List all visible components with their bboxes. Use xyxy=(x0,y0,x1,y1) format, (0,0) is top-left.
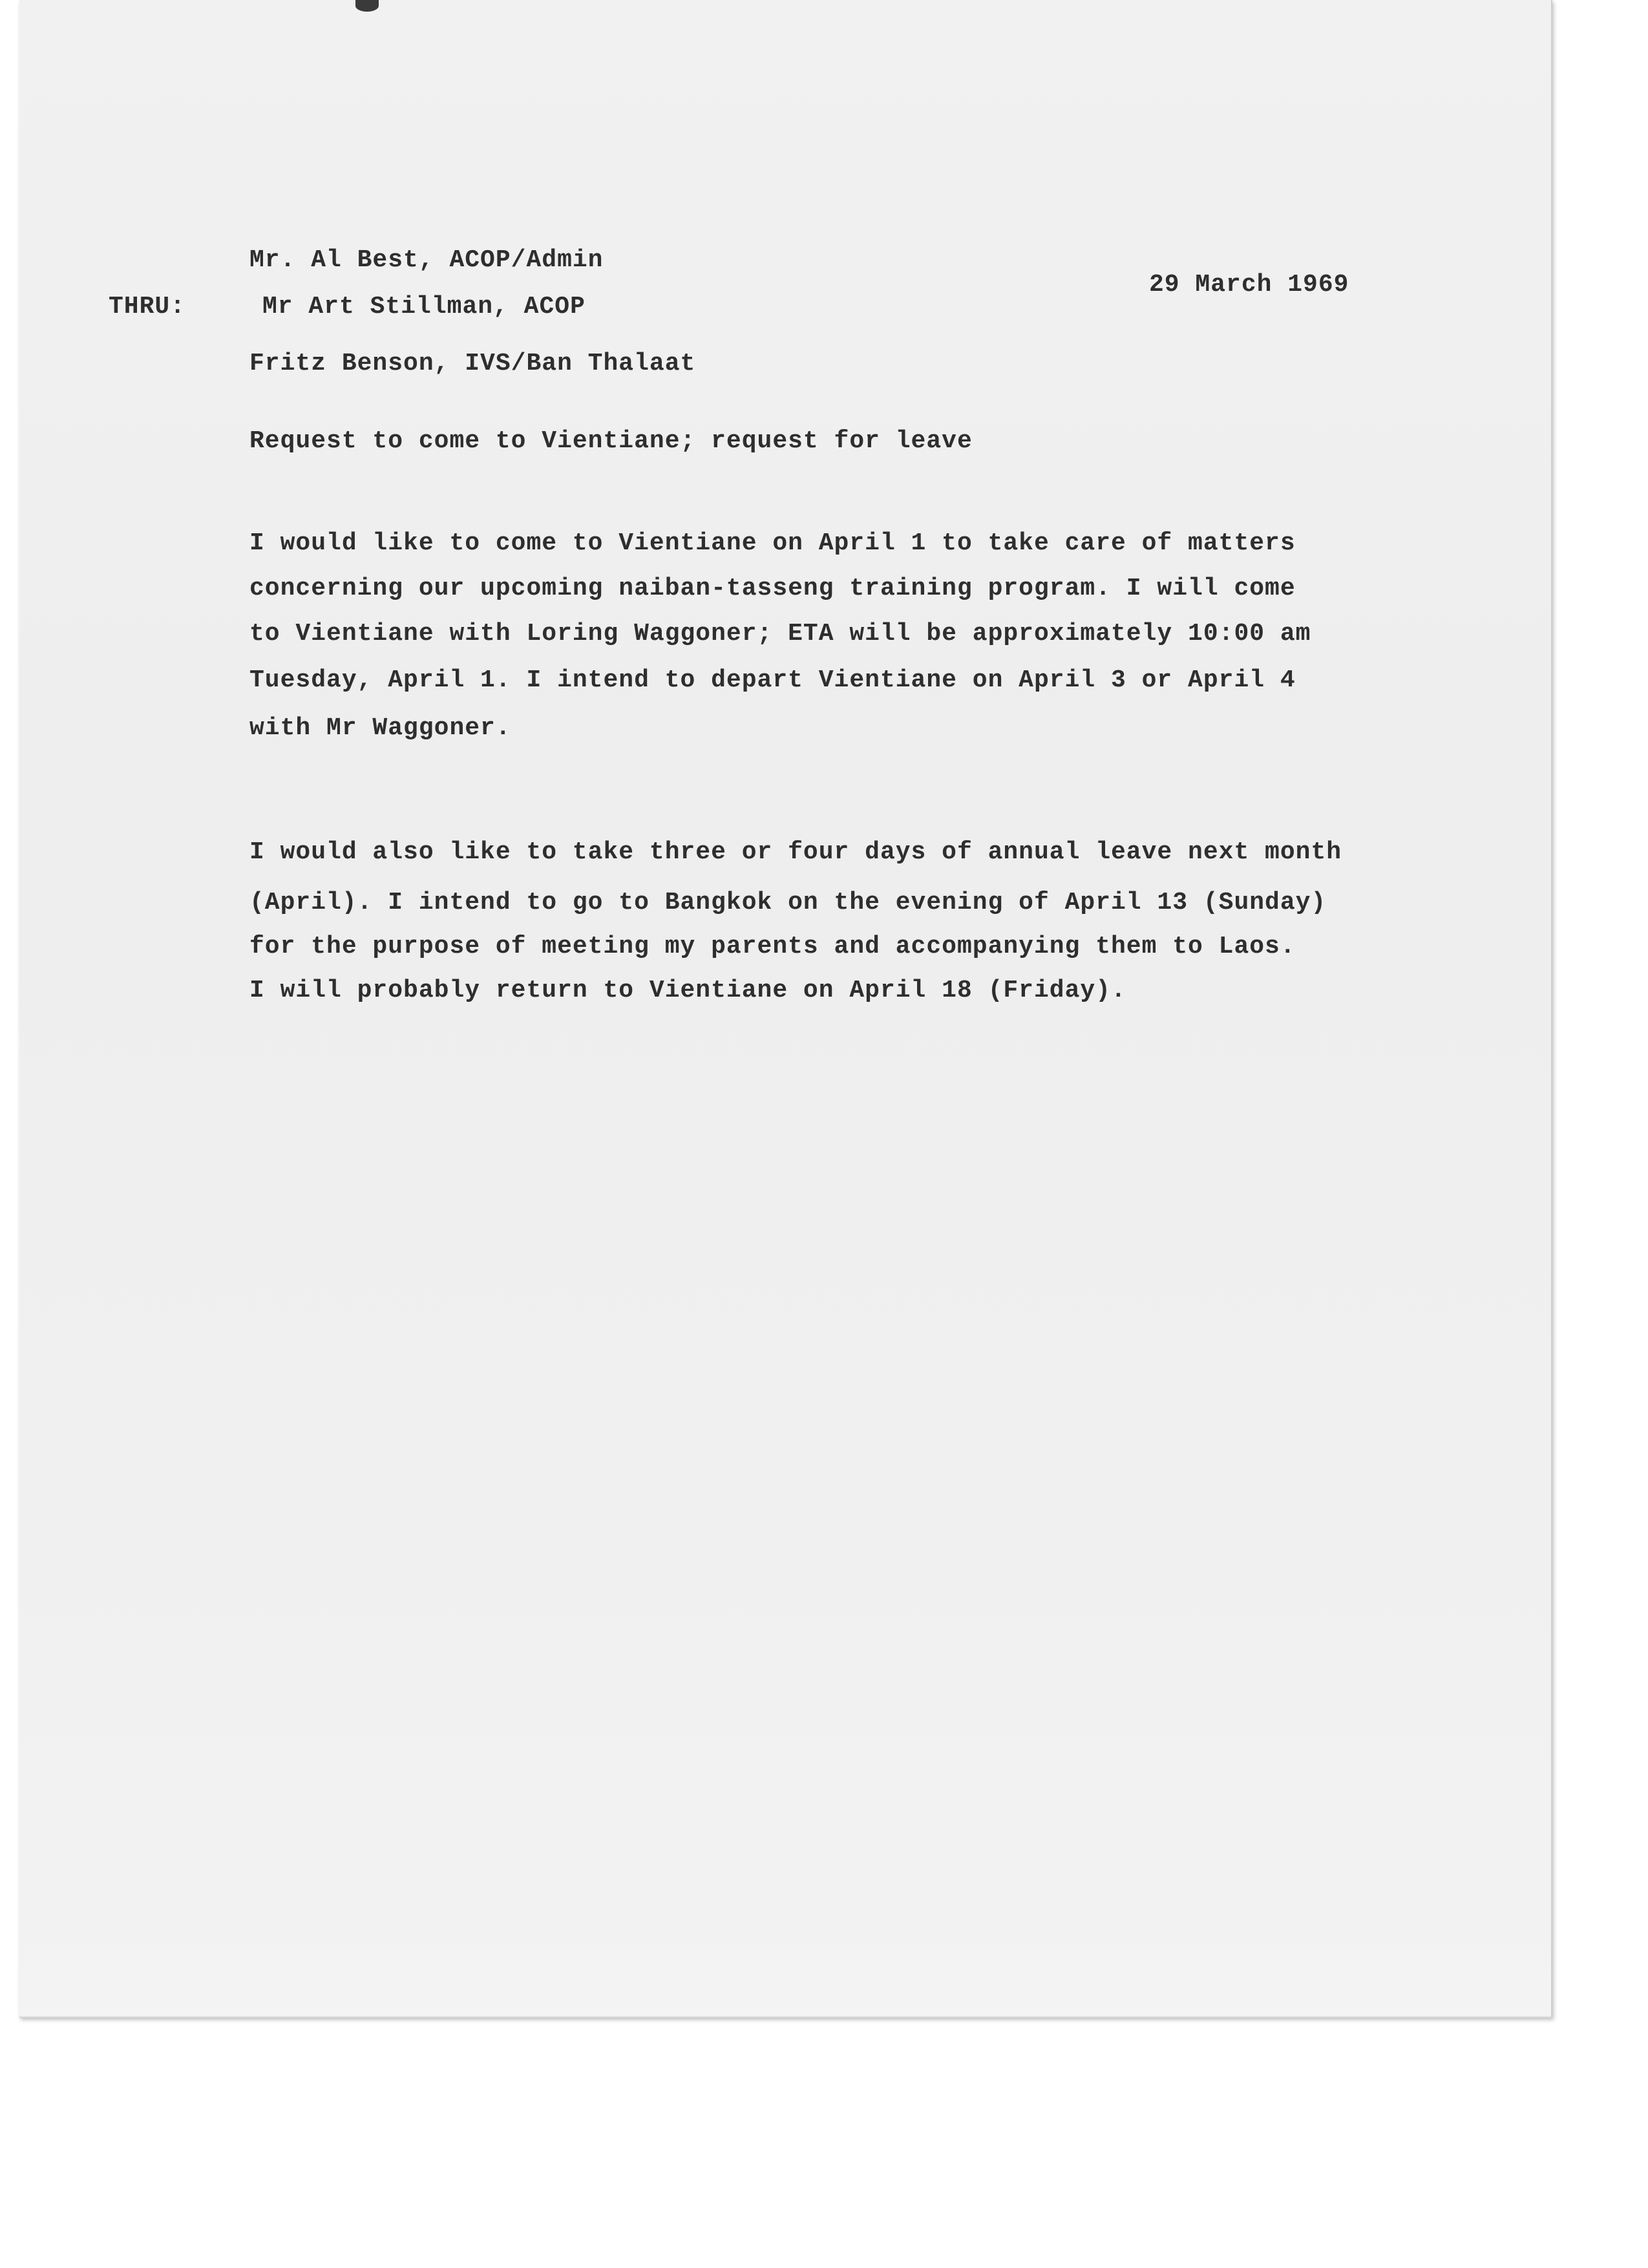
memo-thru: Mr Art Stillman, ACOP xyxy=(262,293,586,321)
paragraph1-line: I would like to come to Vientiane on April 1 to take care of matters xyxy=(249,529,1296,557)
paragraph1-line: with Mr Waggoner. xyxy=(249,714,511,742)
paragraph1-line: Tuesday, April 1. I intend to depart Vientiane on April 3 or April 4 xyxy=(249,666,1296,694)
paragraph2-line: I would also like to take three or four days of annual leave next month xyxy=(249,838,1342,866)
paragraph1-line: to Vientiane with Loring Waggoner; ETA will be approximately 10:00 am xyxy=(249,620,1311,648)
paragraph1-line: concerning our upcoming naiban-tasseng training program. I will come xyxy=(249,575,1296,602)
memo-to: Mr. Al Best, ACOP/Admin xyxy=(249,246,604,274)
memo-from: Fritz Benson, IVS/Ban Thalaat xyxy=(249,350,696,377)
paragraph2-line: I will probably return to Vientiane on April 18 (Friday). xyxy=(249,977,1126,1004)
paragraph2-line: (April). I intend to go to Bangkok on the evening of April 13 (Sunday) xyxy=(249,889,1327,917)
memo-page xyxy=(19,0,1552,2018)
paragraph2-line: for the purpose of meeting my parents and accompanying them to Laos. xyxy=(249,933,1296,960)
thru-label: THRU: xyxy=(109,293,186,321)
memo-date: 29 March 1969 xyxy=(1149,271,1349,299)
ink-mark xyxy=(355,0,379,12)
memo-subject: Request to come to Vientiane; request for leave xyxy=(249,427,973,455)
